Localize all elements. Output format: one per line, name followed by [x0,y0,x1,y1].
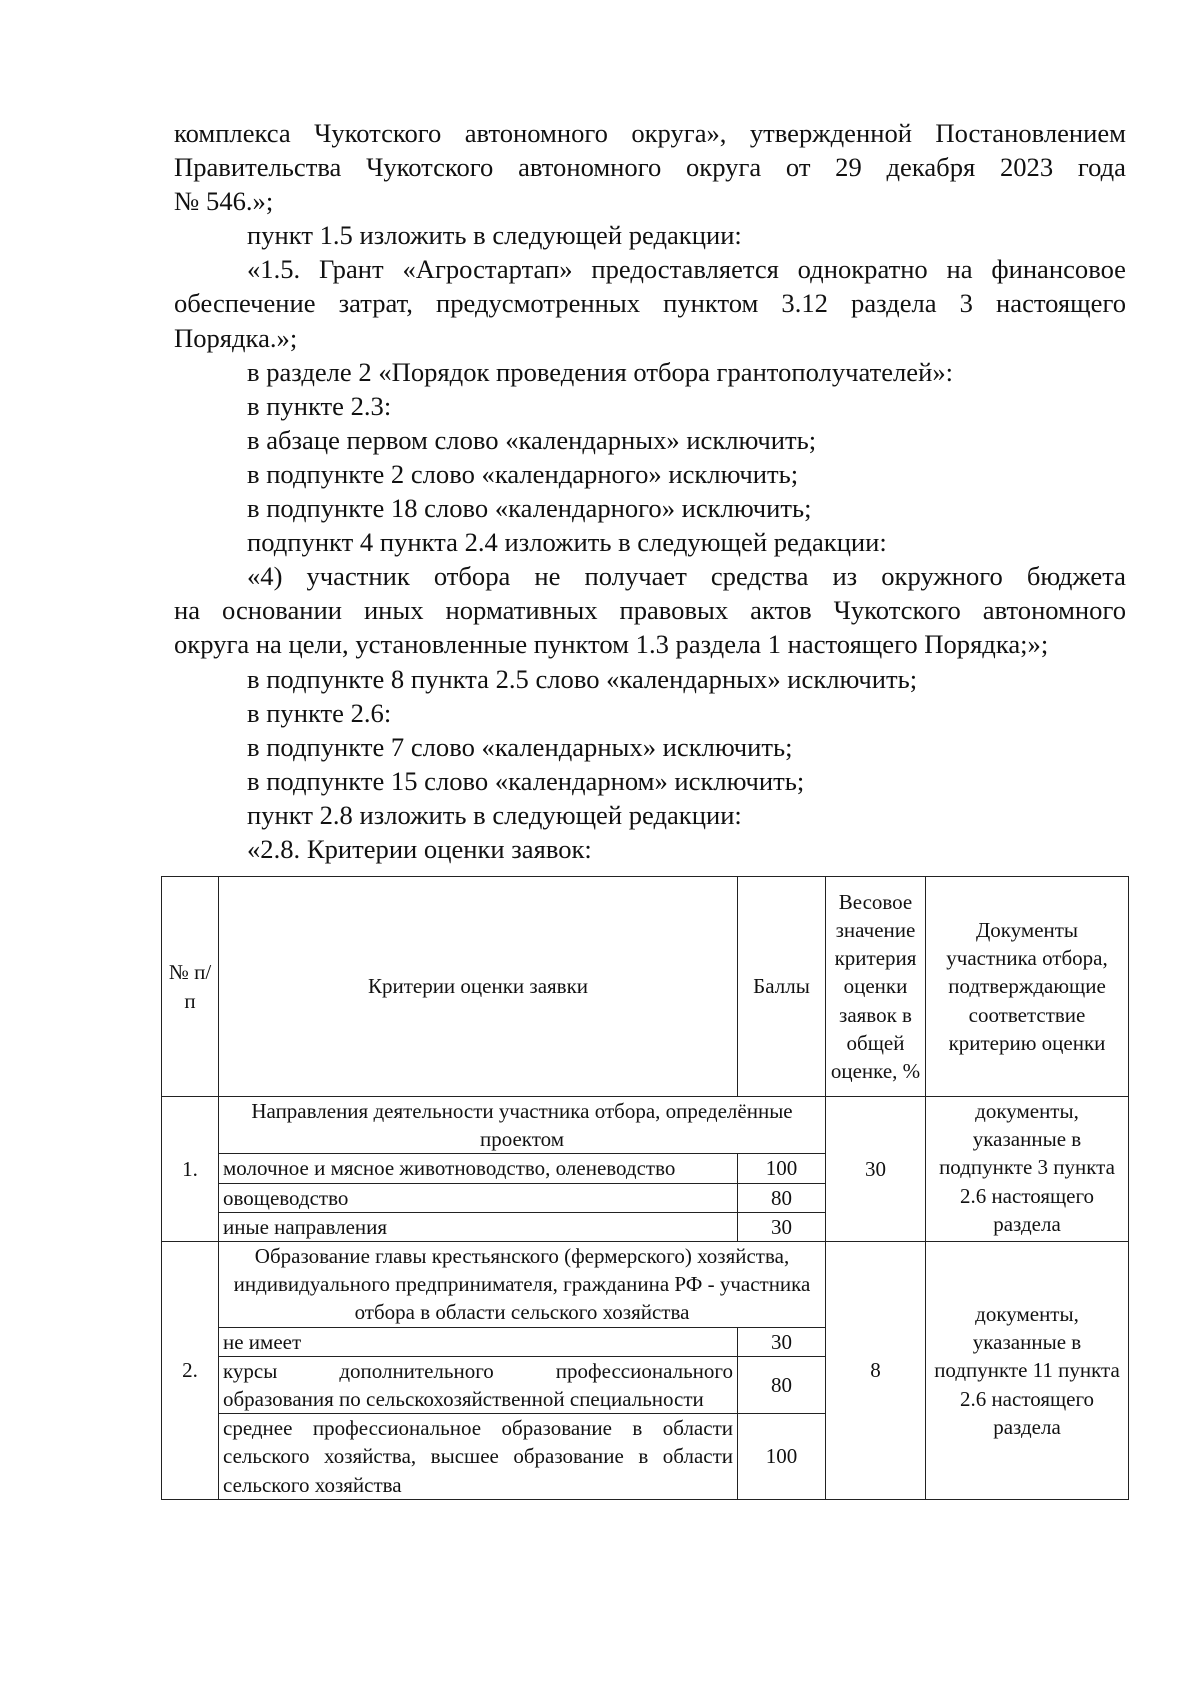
header-score: Баллы [738,877,826,1097]
criterion-documents: документы, указанные в подпункте 3 пункта 2.6 настоящего раздела [926,1097,1129,1242]
header-number: № п/п [162,877,219,1097]
option-label: не имеет [219,1327,738,1356]
paragraph: в абзаце первом слово «календарных» исключить; [247,424,817,455]
option-label: среднее профессиональное образование в области сельского хозяйства, высшее образование в области сельского хозяйства [219,1414,738,1500]
option-label: овощеводство [219,1183,738,1212]
paragraph: в подпункте 2 слово «календарного» исключить; [247,458,799,489]
option-score: 30 [738,1327,826,1356]
paragraph: в подпункте 15 слово «календарном» исключить; [247,765,805,796]
paragraph: пункт 2.8 изложить в следующей редакции: [247,799,742,830]
option-score: 30 [738,1212,826,1241]
body-text [174,116,1126,866]
text-line: Правительства Чукотского автономного округа от 29 декабря 2023 года [174,152,1126,183]
option-score: 100 [738,1414,826,1500]
option-score: 100 [738,1154,826,1183]
text-line: «1.5. Грант «Агростартап» предоставляется однократно на финансовое [247,254,1126,285]
header-weight: Весовое значение критерия оценки заявок в общей оценке, % [826,877,926,1097]
option-label: молочное и мясное животноводство, оленеводство [219,1154,738,1183]
paragraph: в разделе 2 «Порядок проведения отбора грантополучателей»: [247,356,954,387]
option-label: иные направления [219,1212,738,1241]
text-line: округа на цели, установленные пунктом 1.3 раздела 1 настоящего Порядка;»; [174,629,1049,660]
paragraph: в подпункте 8 пункта 2.5 слово «календарных» исключить; [247,663,918,694]
paragraph: пункт 1.5 изложить в следующей редакции: [247,220,742,251]
text-line: комплекса Чукотского автономного округа», утвержденной Постановлением [174,118,1126,148]
paragraph: в подпункте 7 слово «календарных» исключить; [247,731,793,762]
paragraph: в пункте 2.3: [247,390,392,421]
text-line: Порядка.»; [174,322,298,353]
header-documents: Документы участника отбора, подтверждающие соответствие критерию оценки [926,877,1129,1097]
criterion-weight: 30 [826,1097,926,1242]
text-line: на основании иных нормативных правовых актов Чукотского автономного [174,595,1126,626]
row-number: 2. [162,1242,219,1500]
criterion-title: Образование главы крестьянского (фермерского) хозяйства, индивидуального предпринимателя, гражданина РФ - участника отбора в области сельского хозяйства [219,1242,826,1328]
table-row [162,1097,1129,1154]
row-number: 1. [162,1097,219,1242]
criteria-table [161,876,1129,1500]
text-line: «4) участник отбора не получает средства из окружного бюджета [247,561,1126,592]
table-row [162,1242,1129,1328]
table-caption: «2.8. Критерии оценки заявок: [247,833,592,864]
text-line: обеспечение затрат, предусмотренных пунктом 3.12 раздела 3 настоящего [174,288,1126,319]
option-score: 80 [738,1356,826,1413]
paragraph: подпункт 4 пункта 2.4 изложить в следующей редакции: [247,527,887,558]
option-score: 80 [738,1183,826,1212]
option-label: курсы дополнительного профессионального образования по сельскохозяйственной специальности [219,1356,738,1413]
paragraph: в подпункте 18 слово «календарного» исключить; [247,493,812,524]
criterion-documents: документы, указанные в подпункте 11 пункта 2.6 настоящего раздела [926,1242,1129,1500]
criterion-title: Направления деятельности участника отбора, определённые проектом [219,1097,826,1154]
table-header-row [162,877,1129,1097]
paragraph: в пункте 2.6: [247,697,392,728]
criterion-weight: 8 [826,1242,926,1500]
text-line: № 546.»; [174,186,274,217]
header-criteria: Критерии оценки заявки [219,877,738,1097]
